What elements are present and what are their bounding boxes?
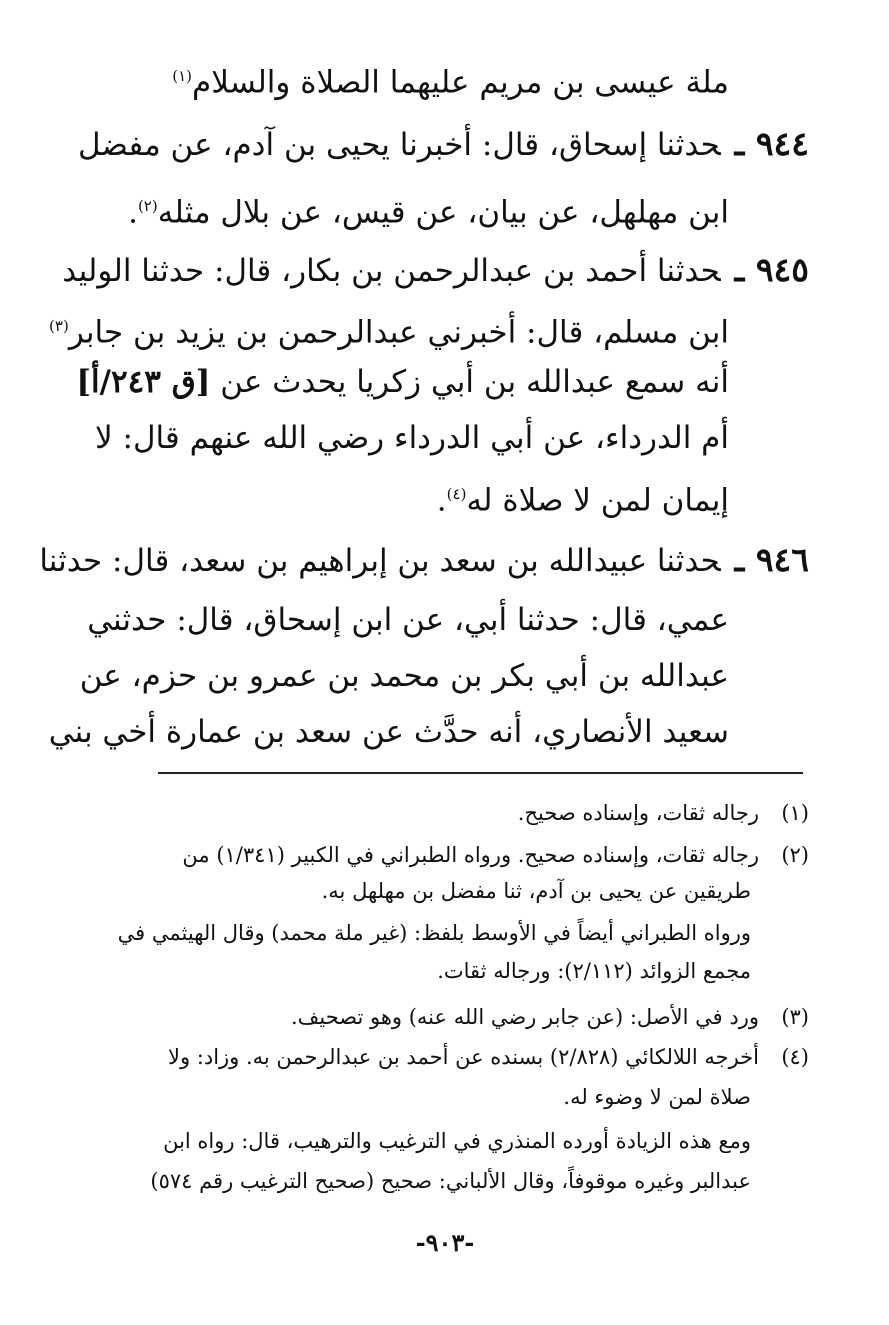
text: ابن مسلم، قال: أخبرني عبدالرحمن بن يزيد بن جابر: [68, 314, 729, 351]
page-number: -٩٠٣-: [415, 1228, 475, 1257]
footnote-2-line-2: [86, 874, 751, 908]
text: عمي، قال: حدثنا أبي، عن ابن إسحاق، قال: حدثني: [87, 602, 729, 638]
footnote-ref: (١): [172, 67, 193, 85]
text: حدثنا عبيدالله بن سعد بن إبراهيم بن سعد، قال: حدثنا: [39, 543, 721, 579]
footnote-ref: (٤): [446, 485, 467, 503]
footnote-4-line-4: [86, 1164, 751, 1198]
footnote-2-line-1: [79, 838, 809, 872]
text: أنه سمع عبدالله بن أبي زكريا يحدث عن: [220, 364, 729, 400]
footnote-text: صلاة لمن لا وضوء له.: [563, 1085, 751, 1109]
footnote-text: ومع هذه الزيادة أورده المنذري في الترغيب والترهيب، قال: رواه ابن: [163, 1129, 751, 1153]
period: .: [128, 194, 138, 231]
footnote-text: طريقين عن يحيى بن آدم، ثنا مفضل بن مهلهل به.: [321, 879, 751, 903]
text: ملة عيسى بن مريم عليهما الصلاة والسلام: [192, 64, 729, 101]
text: إيمان لمن لا صلاة له: [466, 482, 729, 519]
hadith-945-line-2: [49, 306, 729, 352]
footnote-number: (٢): [781, 843, 809, 867]
hadith-944-line-2: [79, 186, 729, 232]
footnote-1: [79, 796, 809, 830]
hadith-946-line-2: [79, 600, 729, 640]
footnote-number: (١): [781, 801, 809, 825]
footnote-text: ورواه الطبراني أيضاً في الأوسط بلفظ: (غير ملة محمد) وقال الهيثمي في: [117, 921, 751, 945]
text: سعيد الأنصاري، أنه حدَّث عن سعد بن عمارة أخي بني: [48, 714, 729, 750]
text: ابن مهلهل، عن بيان، عن قيس، عن بلال مثله: [157, 194, 729, 231]
footnote-number: (٣): [781, 1005, 809, 1029]
hadith-946-line-4: [48, 712, 729, 752]
hadith-number: ٩٤٦ ـ: [734, 540, 809, 579]
hadith-number: ٩٤٤ ـ: [734, 124, 809, 163]
footnote-3: [79, 1000, 809, 1034]
footnote-text: رجاله ثقات، وإسناده صحيح. ورواه الطبراني في الكبير (١/٣٤١) من: [182, 843, 759, 867]
hadith-945-line-5: [79, 474, 729, 520]
hadith-945-line-3: [76, 362, 729, 402]
period: .: [436, 482, 447, 519]
footnote-ref: (٢): [137, 197, 158, 215]
footnote-separator: [158, 772, 803, 774]
hadith-946-line-1: [39, 540, 809, 581]
footnote-2-line-4: [86, 954, 751, 988]
text: حدثنا إسحاق، قال: أخبرنا يحيى بن آدم، عن مفضل: [78, 127, 721, 163]
footnote-4-line-2: [86, 1080, 751, 1114]
hadith-945-line-1: [62, 250, 809, 291]
footnote-text: رجاله ثقات، وإسناده صحيح.: [517, 801, 759, 825]
text-line-continuation: [79, 56, 729, 102]
hadith-945-line-4: [79, 418, 729, 458]
manuscript-folio-marker: [ق ٢٤٣/أ]: [76, 364, 211, 400]
hadith-944-line-1: [79, 124, 809, 165]
text: حدثنا أحمد بن عبدالرحمن بن بكار، قال: حدثنا الوليد: [62, 253, 721, 289]
text: عبدالله بن أبي بكر بن محمد بن عمرو بن حزم، عن: [79, 658, 729, 694]
hadith-number: ٩٤٥ ـ: [734, 250, 809, 289]
hadith-946-line-3: [79, 656, 729, 696]
footnote-text: عبدالبر وغيره موقوفاً، وقال الألباني: صحيح (صحيح الترغيب رقم ٥٧٤): [150, 1169, 751, 1193]
footnote-text: ورد في الأصل: (عن جابر رضي الله عنه) وهو تصحيف.: [290, 1005, 759, 1029]
text: أم الدرداء، عن أبي الدرداء رضي الله عنهم قال: لا: [94, 420, 729, 456]
footnote-text: مجمع الزوائد (٢/١١٢): ورجاله ثقات.: [437, 959, 751, 983]
footnote-text: أخرجه اللالكائي (٢/٨٢٨) بسنده عن أحمد بن عبدالرحمن به. وزاد: ولا: [167, 1045, 759, 1069]
footnote-4-line-3: [86, 1124, 751, 1158]
footnote-4-line-1: [79, 1040, 809, 1074]
footnote-ref: (٣): [49, 317, 69, 335]
footnote-2-line-3: [86, 916, 751, 950]
footnote-number: (٤): [781, 1045, 809, 1069]
